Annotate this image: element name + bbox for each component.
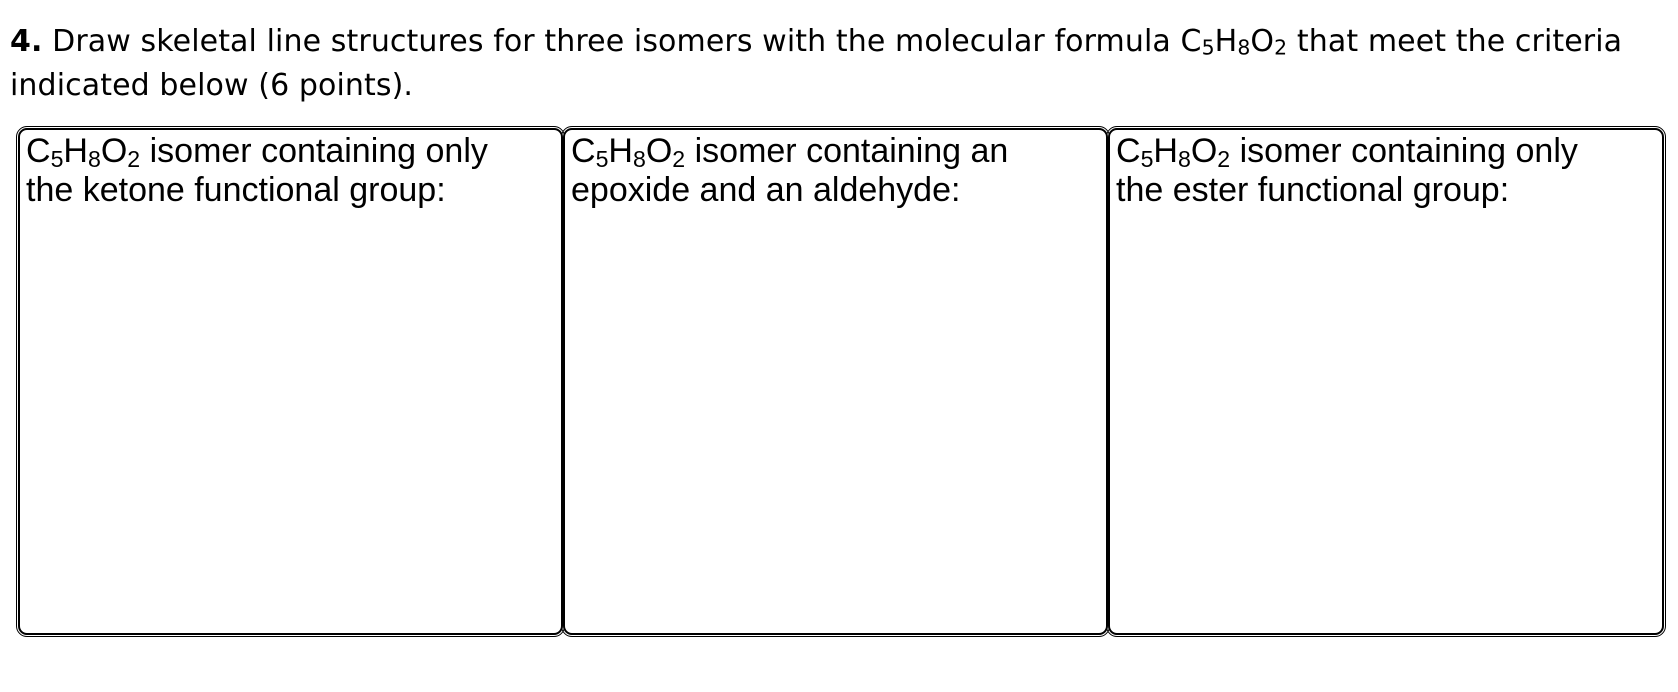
answer-box-ketone[interactable]: [18, 128, 563, 635]
formula-subscript-o: 2: [127, 146, 141, 173]
box-prompt-line1: isomer containing only: [1230, 132, 1578, 170]
formula-element-c: C: [1180, 24, 1202, 59]
box-formula: [26, 132, 141, 173]
formula-element-o: O: [1250, 24, 1275, 59]
molecular-formula: [1181, 24, 1288, 59]
box-prompt-line2: epoxide and an aldehyde:: [571, 171, 961, 209]
formula-subscript-c: 5: [1201, 35, 1215, 60]
formula-subscript-c: 5: [50, 146, 64, 173]
answer-box-prompt: [26, 132, 557, 210]
box-formula: [1116, 132, 1231, 173]
formula-element-o: O: [100, 132, 128, 170]
box-prompt-line2: the ketone functional group:: [26, 171, 446, 209]
formula-subscript-c: 5: [1140, 146, 1154, 173]
formula-subscript-o: 2: [1274, 35, 1288, 60]
formula-subscript-o: 2: [1217, 146, 1231, 173]
box-prompt-line1: isomer containing only: [140, 132, 488, 170]
question-number: 4.: [10, 24, 43, 59]
answer-box-epoxide-aldehyde[interactable]: [563, 128, 1108, 635]
box-prompt-line2: the ester functional group:: [1116, 171, 1510, 209]
formula-subscript-h: 8: [632, 146, 646, 173]
formula-element-h: H: [1153, 132, 1178, 170]
answer-boxes: [18, 128, 1664, 637]
formula-element-c: C: [1116, 132, 1141, 170]
answer-box-prompt: [571, 132, 1102, 210]
formula-subscript-h: 8: [87, 146, 101, 173]
formula-element-h: H: [1214, 24, 1238, 59]
formula-element-h: H: [63, 132, 88, 170]
formula-element-h: H: [608, 132, 633, 170]
box-formula: [571, 132, 686, 173]
formula-subscript-h: 8: [1237, 35, 1251, 60]
question-text-part1: Draw skeletal line structures for three isomers with the molecular formula: [42, 24, 1181, 59]
formula-element-o: O: [1190, 132, 1218, 170]
formula-element-c: C: [26, 132, 51, 170]
question-prompt: [10, 20, 1670, 108]
formula-subscript-h: 8: [1177, 146, 1191, 173]
formula-element-o: O: [645, 132, 673, 170]
answer-box-ester[interactable]: [1108, 128, 1664, 635]
formula-subscript-c: 5: [595, 146, 609, 173]
box-prompt-line1: isomer containing an: [685, 132, 1009, 170]
formula-element-c: C: [571, 132, 596, 170]
formula-subscript-o: 2: [672, 146, 686, 173]
question-text-part2: that meet the criteria indicated below (6 points).: [10, 24, 1623, 103]
answer-box-prompt: [1116, 132, 1658, 210]
